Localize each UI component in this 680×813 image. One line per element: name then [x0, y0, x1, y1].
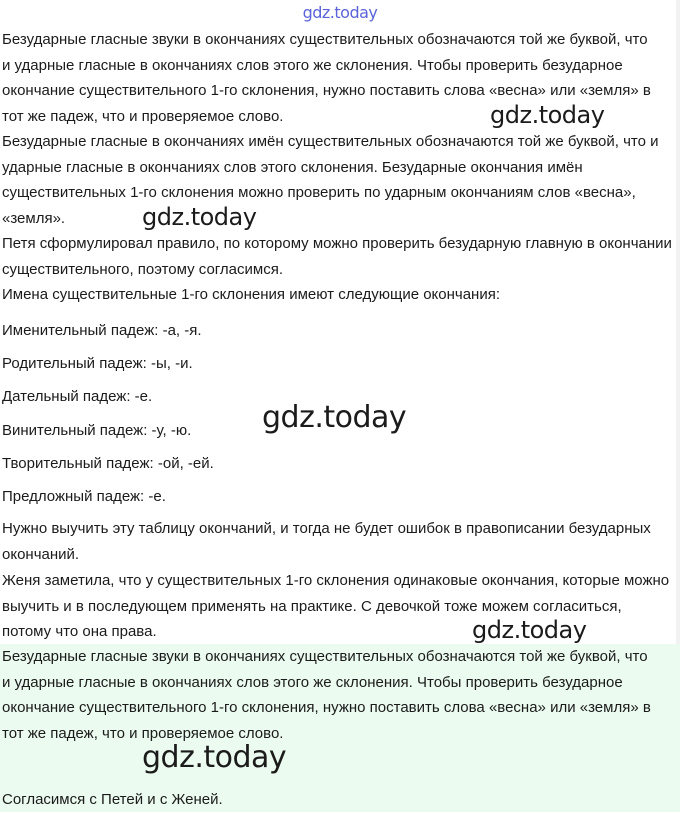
case-accusative: Винительный падеж: -у, -ю. [2, 422, 192, 439]
watermark: gdz.today [472, 616, 587, 644]
case-instrumental: Творительный падеж: -ой, -ей. [2, 455, 214, 472]
solution-text [2, 27, 678, 308]
paragraph-4: Имена существительные 1-го склонения имеют следующие окончания: [2, 286, 501, 303]
case-dative: Дательный падеж: -е. [2, 388, 153, 405]
answer-text: Безударные гласные звуки в окончаниях существительных обозначаются той же буквой, что и ударные гласные в окончаниях слов этого же склонения. Чтобы проверить безударное окончание существительного 1-го склонения, нужно поставить слова «весна» или «земля» в тот же падеж, что и проверяемое слово. [2, 648, 651, 742]
paragraph-6: Женя заметила, что у существительных 1-го склонения одинаковые окончания, которые можно выучить и в последующем применять на практике. С девочкой тоже можем согласиться, потому что она права. [2, 572, 670, 640]
watermark: gdz.today [142, 203, 257, 231]
case-nominative: Именительный падеж: -а, -я. [2, 322, 202, 339]
paragraph-1: Безударные гласные звуки в окончаниях существительных обозначаются той же буквой, что и ударные гласные в окончаниях слов этого же склонения. Чтобы проверить безударное окончание существительного 1-го склонения, нужно поставить слова «весна» или «земля» в тот же падеж, что и проверяемое слово. [2, 31, 651, 125]
answer-conclusion: Согласимся с Петей и с Женей. [2, 791, 223, 808]
case-genitive: Родительный падеж: -ы, -и. [2, 355, 193, 372]
site-logo[interactable]: gdz.today [302, 3, 378, 22]
watermark: gdz.today [262, 400, 407, 435]
watermark: gdz.today [142, 740, 287, 775]
paragraph-2: Безударные гласные в окончаниях имён существительных обозначаются той же буквой, что и ударные гласные в окончаниях слов этого склонения. Безударные окончания имён существительных 1-го склонения можно проверить по ударным окончаниям слов «весна», «земля». [2, 133, 659, 227]
case-prepositional: Предложный падеж: -е. [2, 488, 166, 505]
watermark: gdz.today [490, 101, 605, 129]
paragraph-5: Нужно выучить эту таблицу окончаний, и тогда не будет ошибок в правописании безударных окончаний. [2, 520, 651, 563]
paragraph-3: Петя сформулировал правило, по которому можно проверить безударную главную в окончании существительного, поэтому согласимся. [2, 235, 672, 278]
